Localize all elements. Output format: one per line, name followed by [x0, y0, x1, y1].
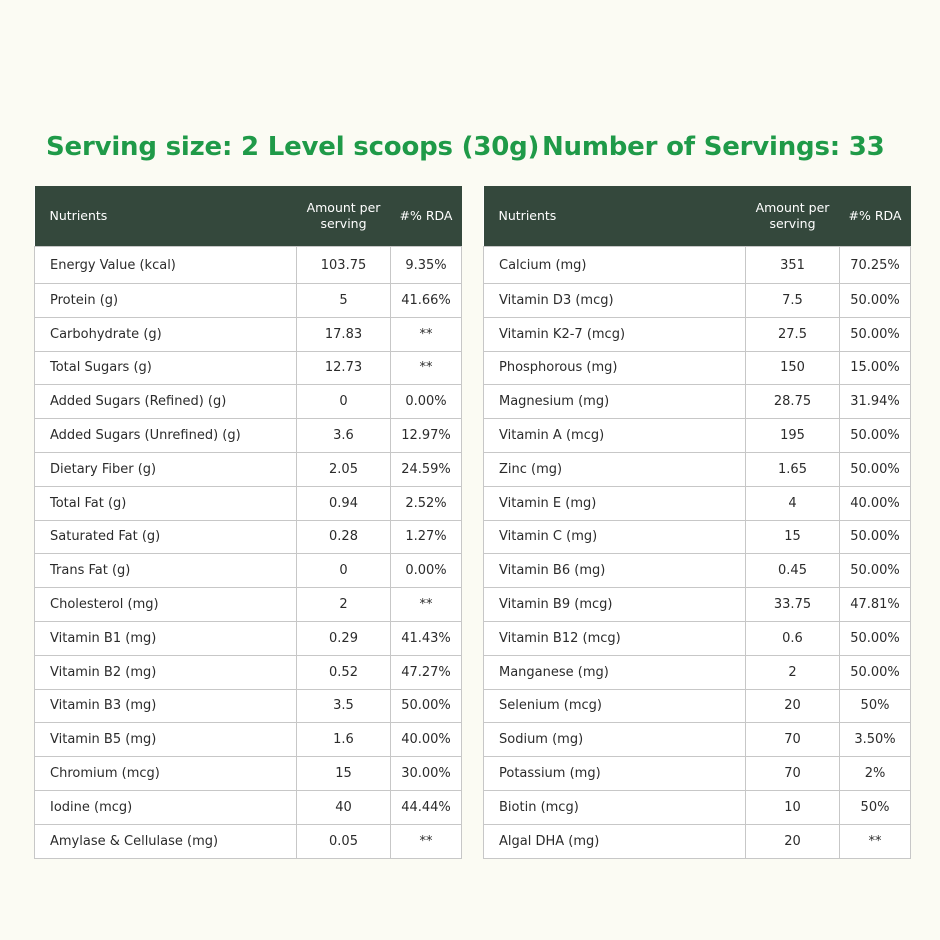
nutrient-name: Selenium (mcg)	[484, 689, 746, 723]
amount-per-serving: 17.83	[297, 317, 391, 351]
rda-percent: 47.27%	[391, 655, 462, 689]
amount-per-serving: 2.05	[297, 452, 391, 486]
nutrient-name: Vitamin B9 (mcg)	[484, 588, 746, 622]
amount-per-serving: 70	[746, 757, 840, 791]
amount-per-serving: 1.65	[746, 452, 840, 486]
table-row	[35, 790, 462, 824]
nutrient-name: Algal DHA (mg)	[484, 824, 746, 858]
table-row	[484, 486, 911, 520]
table-header-row	[35, 186, 462, 247]
amount-per-serving: 28.75	[746, 385, 840, 419]
nutrient-name: Zinc (mg)	[484, 452, 746, 486]
rda-percent: **	[840, 824, 911, 858]
amount-per-serving: 12.73	[297, 351, 391, 385]
table-row	[484, 824, 911, 858]
amount-per-serving: 0.05	[297, 824, 391, 858]
amount-per-serving: 70	[746, 723, 840, 757]
rda-percent: 50.00%	[840, 621, 911, 655]
table-row	[484, 655, 911, 689]
rda-percent: 50%	[840, 689, 911, 723]
rda-percent: 30.00%	[391, 757, 462, 791]
rda-percent: 0.00%	[391, 385, 462, 419]
header-rda: #% RDA	[840, 186, 911, 247]
nutrient-name: Vitamin A (mcg)	[484, 419, 746, 453]
table-row	[484, 385, 911, 419]
rda-percent: 31.94%	[840, 385, 911, 419]
rda-percent: 24.59%	[391, 452, 462, 486]
nutrient-name: Potassium (mg)	[484, 757, 746, 791]
nutrient-name: Vitamin B1 (mg)	[35, 621, 297, 655]
rda-percent: 12.97%	[391, 419, 462, 453]
table-row	[35, 588, 462, 622]
table-row	[484, 452, 911, 486]
table-row	[35, 621, 462, 655]
nutrient-name: Vitamin C (mg)	[484, 520, 746, 554]
table-row	[35, 351, 462, 385]
nutrient-name: Energy Value (kcal)	[35, 247, 297, 284]
rda-percent: 2%	[840, 757, 911, 791]
table-row	[35, 757, 462, 791]
rda-percent: 50.00%	[840, 284, 911, 318]
rda-percent: 0.00%	[391, 554, 462, 588]
nutrient-name: Vitamin B2 (mg)	[35, 655, 297, 689]
amount-per-serving: 40	[297, 790, 391, 824]
nutrient-name: Dietary Fiber (g)	[35, 452, 297, 486]
table-row	[35, 419, 462, 453]
amount-per-serving: 0.28	[297, 520, 391, 554]
amount-per-serving: 20	[746, 689, 840, 723]
nutrient-name: Amylase & Cellulase (mg)	[35, 824, 297, 858]
rda-percent: **	[391, 824, 462, 858]
rda-percent: 15.00%	[840, 351, 911, 385]
rda-percent: 41.66%	[391, 284, 462, 318]
rda-percent: 50%	[840, 790, 911, 824]
rda-percent: 50.00%	[840, 554, 911, 588]
amount-per-serving: 2	[746, 655, 840, 689]
amount-per-serving: 3.5	[297, 689, 391, 723]
table-row	[484, 723, 911, 757]
table-row	[484, 351, 911, 385]
table-row	[35, 824, 462, 858]
nutrient-name: Carbohydrate (g)	[35, 317, 297, 351]
amount-per-serving: 15	[746, 520, 840, 554]
rda-percent: 40.00%	[840, 486, 911, 520]
nutrient-name: Vitamin B5 (mg)	[35, 723, 297, 757]
table-row	[484, 520, 911, 554]
table-row	[35, 520, 462, 554]
rda-percent: 2.52%	[391, 486, 462, 520]
nutrition-table-right	[483, 186, 911, 859]
nutrient-name: Vitamin K2-7 (mcg)	[484, 317, 746, 351]
serving-size-heading: Serving size: 2 Level scoops (30g)	[46, 132, 540, 162]
table-row	[35, 723, 462, 757]
nutrient-name: Trans Fat (g)	[35, 554, 297, 588]
rda-percent: 41.43%	[391, 621, 462, 655]
rda-percent: 50.00%	[391, 689, 462, 723]
rda-percent: 50.00%	[840, 317, 911, 351]
nutrient-name: Sodium (mg)	[484, 723, 746, 757]
table-row	[35, 247, 462, 284]
nutrient-name: Manganese (mg)	[484, 655, 746, 689]
header-rda: #% RDA	[391, 186, 462, 247]
amount-per-serving: 351	[746, 247, 840, 284]
nutrient-name: Vitamin E (mg)	[484, 486, 746, 520]
rda-percent: **	[391, 351, 462, 385]
amount-per-serving: 10	[746, 790, 840, 824]
amount-per-serving: 0	[297, 385, 391, 419]
nutrient-name: Vitamin B3 (mg)	[35, 689, 297, 723]
rda-percent: 50.00%	[840, 419, 911, 453]
rda-percent: 50.00%	[840, 655, 911, 689]
table-row	[35, 689, 462, 723]
rda-percent: 47.81%	[840, 588, 911, 622]
nutrient-name: Vitamin B12 (mcg)	[484, 621, 746, 655]
table-row	[35, 284, 462, 318]
amount-per-serving: 15	[297, 757, 391, 791]
amount-per-serving: 4	[746, 486, 840, 520]
table-row	[484, 757, 911, 791]
rda-percent: 9.35%	[391, 247, 462, 284]
rda-percent: 50.00%	[840, 452, 911, 486]
table-row	[484, 419, 911, 453]
rda-percent: 44.44%	[391, 790, 462, 824]
number-of-servings-heading: Number of Servings: 33	[542, 132, 885, 162]
table-row	[484, 790, 911, 824]
header-nutrients: Nutrients	[35, 186, 297, 247]
nutrient-name: Iodine (mcg)	[35, 790, 297, 824]
nutrient-name: Vitamin D3 (mcg)	[484, 284, 746, 318]
rda-percent: 40.00%	[391, 723, 462, 757]
nutrient-name: Biotin (mcg)	[484, 790, 746, 824]
table-row	[35, 486, 462, 520]
rda-percent: **	[391, 588, 462, 622]
table-row	[484, 554, 911, 588]
amount-per-serving: 0.45	[746, 554, 840, 588]
table-row	[484, 317, 911, 351]
amount-per-serving: 3.6	[297, 419, 391, 453]
table-row	[35, 317, 462, 351]
amount-per-serving: 0	[297, 554, 391, 588]
amount-per-serving: 7.5	[746, 284, 840, 318]
nutrient-name: Chromium (mcg)	[35, 757, 297, 791]
rda-percent: 70.25%	[840, 247, 911, 284]
rda-percent: 50.00%	[840, 520, 911, 554]
amount-per-serving: 195	[746, 419, 840, 453]
amount-per-serving: 103.75	[297, 247, 391, 284]
nutrient-name: Total Sugars (g)	[35, 351, 297, 385]
nutrient-name: Added Sugars (Unrefined) (g)	[35, 419, 297, 453]
table-header-row	[484, 186, 911, 247]
nutrient-name: Added Sugars (Refined) (g)	[35, 385, 297, 419]
amount-per-serving: 20	[746, 824, 840, 858]
header-nutrients: Nutrients	[484, 186, 746, 247]
rda-percent: **	[391, 317, 462, 351]
nutrient-name: Calcium (mg)	[484, 247, 746, 284]
table-row	[35, 385, 462, 419]
nutrient-name: Cholesterol (mg)	[35, 588, 297, 622]
header-amount-per-serving: Amount per serving	[746, 186, 840, 247]
table-row	[35, 655, 462, 689]
nutrient-name: Vitamin B6 (mg)	[484, 554, 746, 588]
amount-per-serving: 150	[746, 351, 840, 385]
rda-percent: 3.50%	[840, 723, 911, 757]
nutrient-name: Saturated Fat (g)	[35, 520, 297, 554]
amount-per-serving: 1.6	[297, 723, 391, 757]
nutrient-name: Phosphorous (mg)	[484, 351, 746, 385]
table-row	[484, 588, 911, 622]
nutrient-name: Magnesium (mg)	[484, 385, 746, 419]
table-row	[35, 554, 462, 588]
amount-per-serving: 0.6	[746, 621, 840, 655]
table-row	[35, 452, 462, 486]
table-row	[484, 247, 911, 284]
amount-per-serving: 5	[297, 284, 391, 318]
nutrient-name: Protein (g)	[35, 284, 297, 318]
header-amount-per-serving: Amount per serving	[297, 186, 391, 247]
rda-percent: 1.27%	[391, 520, 462, 554]
nutrient-name: Total Fat (g)	[35, 486, 297, 520]
table-row	[484, 689, 911, 723]
amount-per-serving: 27.5	[746, 317, 840, 351]
amount-per-serving: 0.29	[297, 621, 391, 655]
amount-per-serving: 2	[297, 588, 391, 622]
table-row	[484, 284, 911, 318]
amount-per-serving: 0.52	[297, 655, 391, 689]
table-row	[484, 621, 911, 655]
amount-per-serving: 33.75	[746, 588, 840, 622]
nutrition-table-left	[34, 186, 462, 859]
amount-per-serving: 0.94	[297, 486, 391, 520]
